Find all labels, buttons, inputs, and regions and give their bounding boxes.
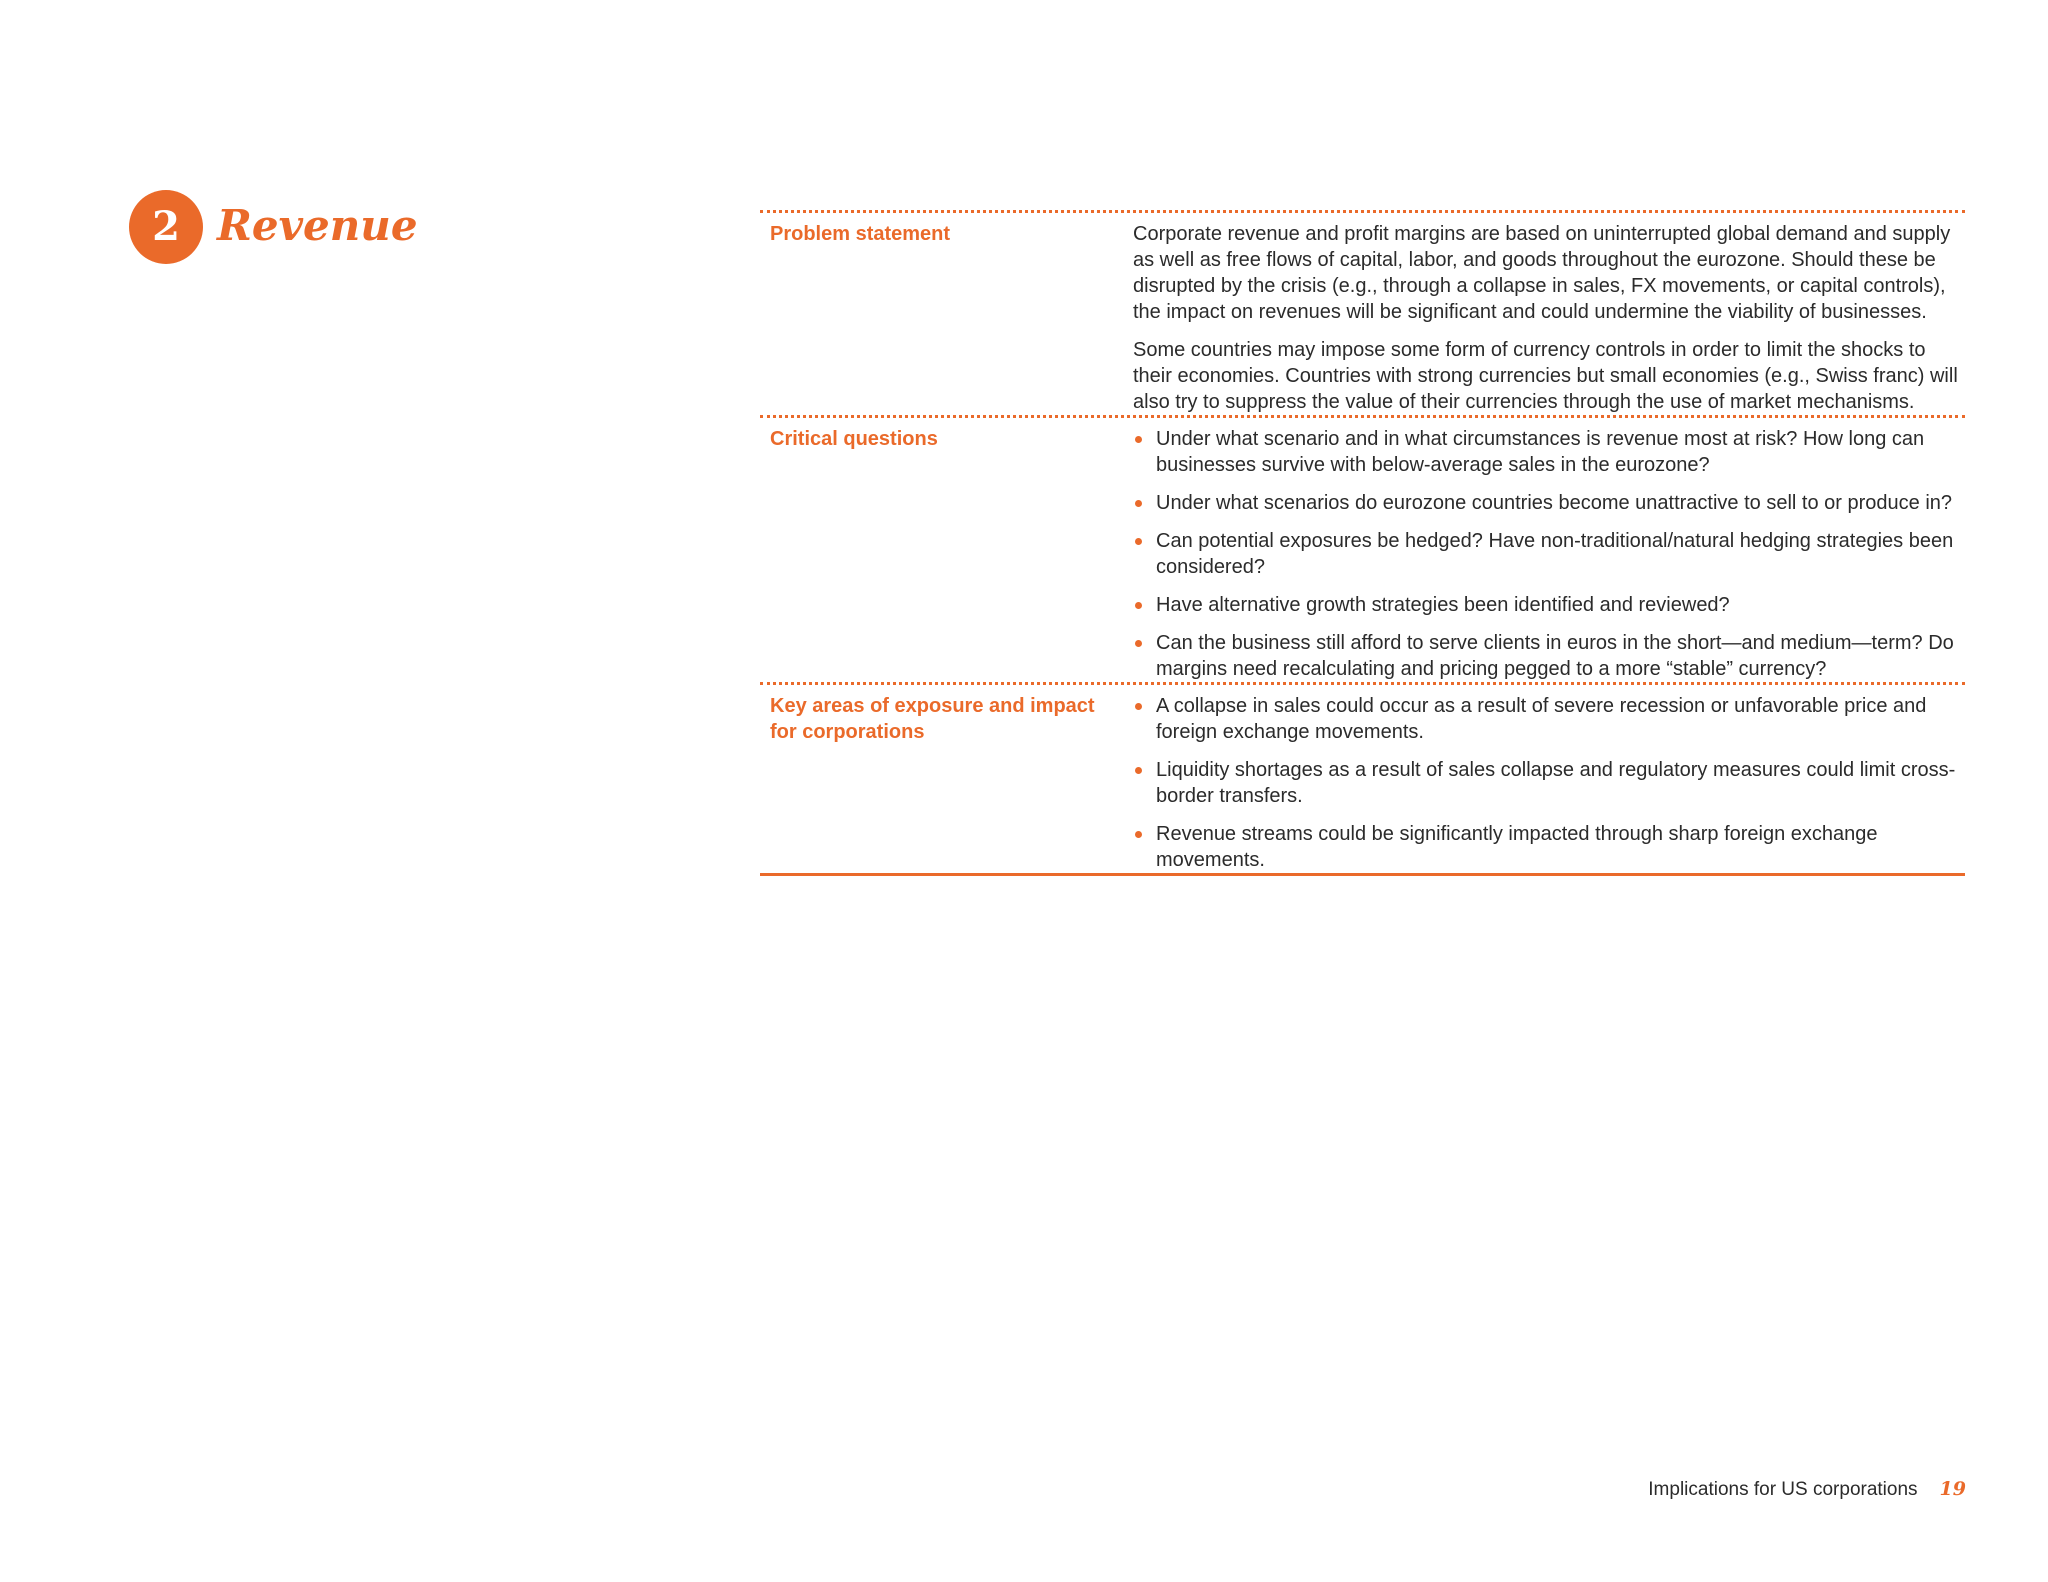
list-item: [1133, 693, 1965, 745]
row-problem-statement: [760, 213, 1965, 415]
row-label: Problem statement: [770, 223, 951, 245]
list-item-text: Revenue streams could be significantly impacted through sharp foreign exchange movements.: [1156, 823, 1878, 871]
bullet-icon: [1135, 703, 1142, 710]
bullet-icon: [1135, 767, 1142, 774]
list-item: [1133, 630, 1965, 682]
content-table: [760, 210, 1965, 876]
list-item: [1133, 426, 1965, 478]
list-item-text: Liquidity shortages as a result of sales collapse and regulatory measures could limit cross-border transfers.: [1156, 759, 1956, 807]
row-label: Critical questions: [770, 428, 938, 450]
list-item-text: Have alternative growth strategies been identified and reviewed?: [1156, 594, 1730, 616]
list-item-text: Can the business still afford to serve clients in euros in the short—and medium—term? Do margins need recalculating and pricing pegged to a more “stable” currency?: [1156, 632, 1954, 680]
bullet-list: [1133, 693, 1965, 873]
list-item: [1133, 821, 1965, 873]
footer-text: Implications for US corporations: [1648, 1479, 1918, 1500]
bullet-icon: [1135, 831, 1142, 838]
bullet-icon: [1135, 500, 1142, 507]
bullet-icon: [1135, 640, 1142, 647]
row-critical-questions: [760, 415, 1965, 682]
bullet-list: [1133, 426, 1965, 682]
bullet-icon: [1135, 538, 1142, 545]
page-footer: [1648, 1478, 1966, 1501]
list-item: [1133, 528, 1965, 580]
section-number-badge: [129, 190, 203, 264]
row-label: Key areas of exposure and impact for corporations: [770, 695, 1095, 743]
list-item-text: A collapse in sales could occur as a result of severe recession or unfavorable price and foreign exchange movements.: [1156, 695, 1927, 743]
row-body: [1133, 418, 1965, 682]
list-item-text: Under what scenario and in what circumstances is revenue most at risk? How long can businesses survive with below-average sales in the eurozone?: [1156, 428, 1925, 476]
list-item: [1133, 757, 1965, 809]
list-item: [1133, 490, 1965, 516]
row-key-areas: [760, 682, 1965, 873]
section-number: 2: [152, 203, 180, 250]
row-body: [1133, 213, 1965, 415]
section-title: Revenue: [217, 201, 418, 250]
paragraph: Corporate revenue and profit margins are based on uninterrupted global demand and supply as well as free flows of capital, labor, and goods throughout the eurozone. Should these be disrupted by the crisis (e.g., through a collapse in sales, FX movements, or capital controls), the impact on revenues will be significant and could undermine the viability of businesses.: [1133, 223, 1951, 323]
row-body: [1133, 685, 1965, 873]
list-item: [1133, 592, 1965, 618]
paragraph: Some countries may impose some form of currency controls in order to limit the shocks to their economies. Countries with strong currencies but small economies (e.g., Swiss franc) will also try to suppress the value of their currencies through the use of market mechanisms.: [1133, 339, 1958, 413]
list-item-text: Under what scenarios do eurozone countries become unattractive to sell to or produce in?: [1156, 492, 1953, 514]
page-number: 19: [1939, 1478, 1966, 1500]
list-item-text: Can potential exposures be hedged? Have non-traditional/natural hedging strategies been considered?: [1156, 530, 1954, 578]
bullet-icon: [1135, 436, 1142, 443]
bullet-icon: [1135, 602, 1142, 609]
